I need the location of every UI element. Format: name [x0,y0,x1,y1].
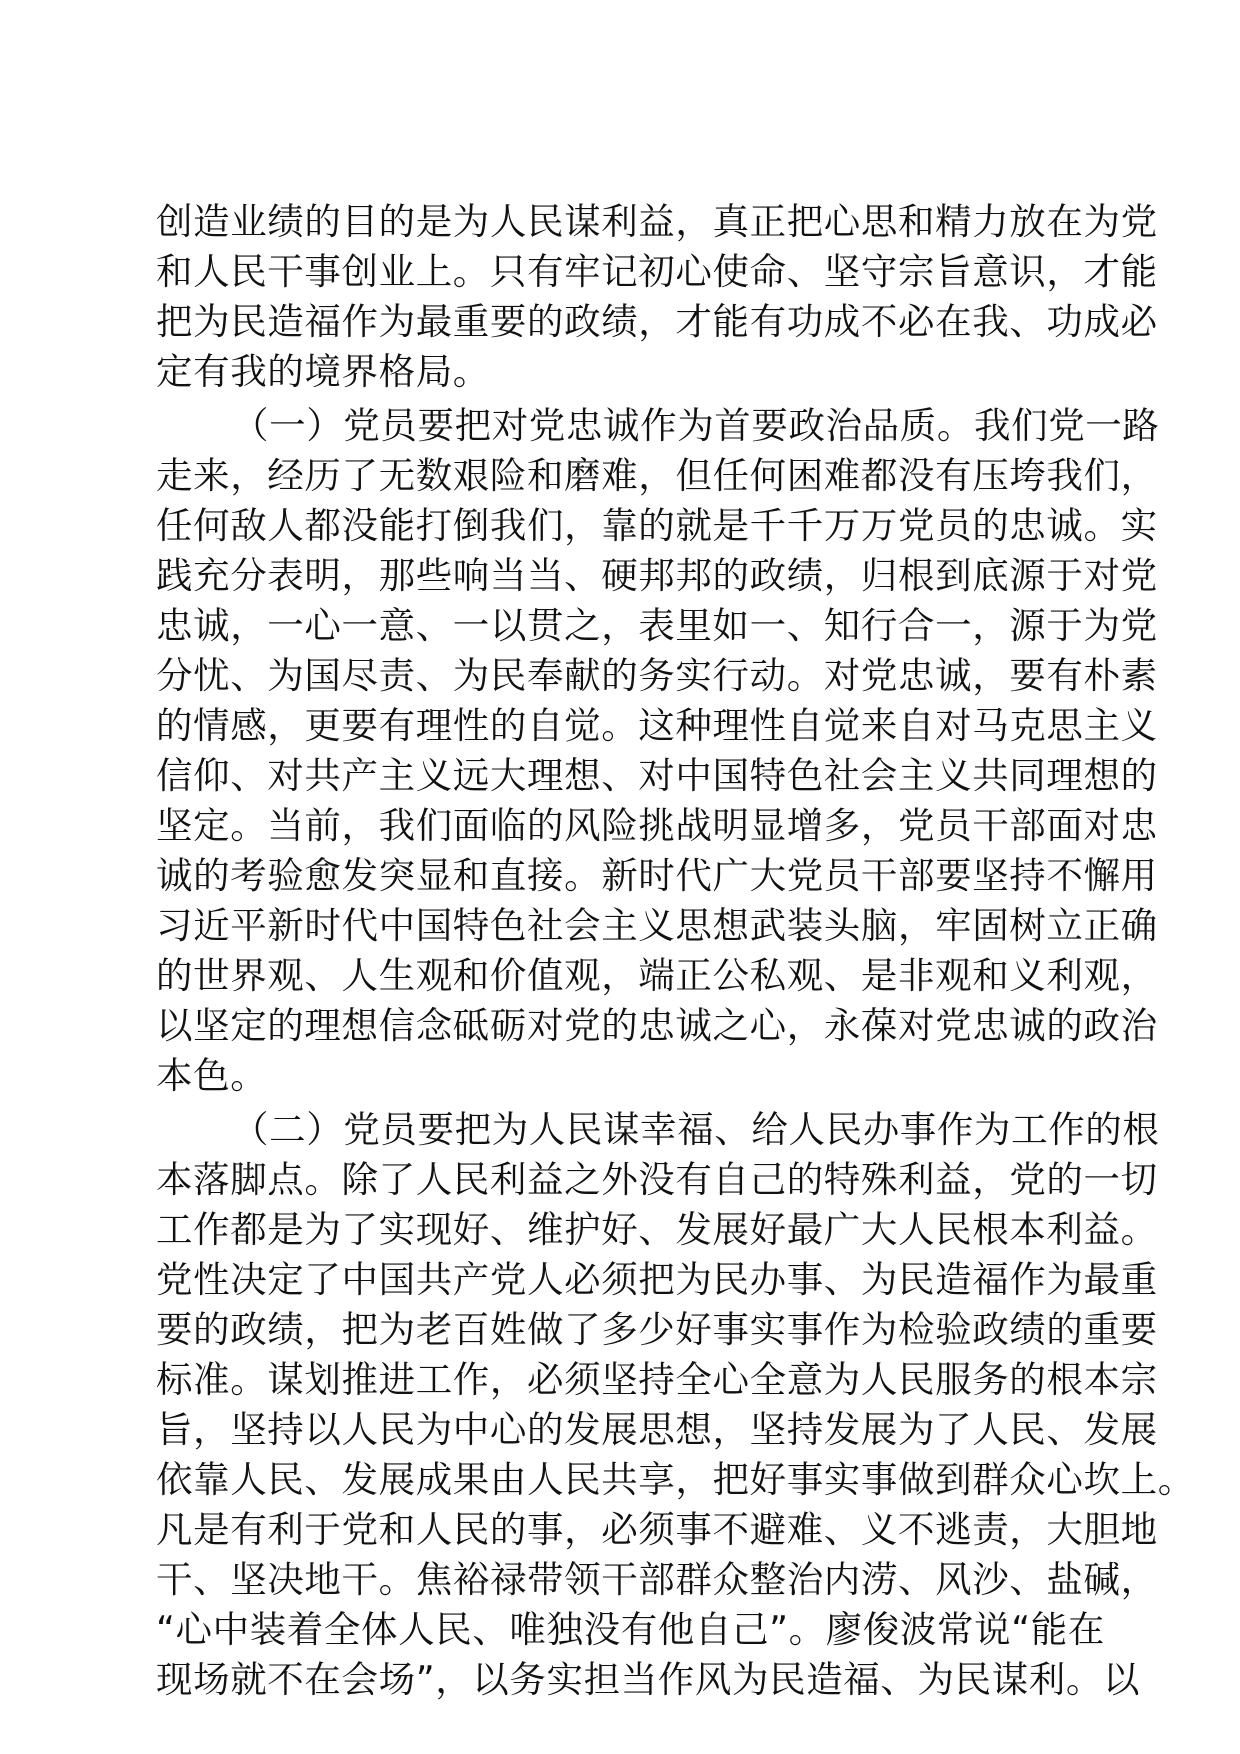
text-line: 忠诚，一心一意、一以贯之，表里如一、知行合一，源于为党 [156,604,1158,647]
text-line: 的情感，更要有理性的自觉。这种理性自觉来自对马克思主义 [156,704,1158,747]
text-line: （二）党员要把为人民谋幸福、给人民办事作为工作的根 [232,1108,1160,1151]
text-line: 凡是有利于党和人民的事，必须事不避难、义不逃责，大胆地 [156,1508,1158,1551]
text-line: 干、坚决地干。焦裕禄带领干部群众整治内涝、风沙、盐碱， [156,1558,1158,1601]
text-line: 创造业绩的目的是为人民谋利益，真正把心思和精力放在为党 [156,200,1158,243]
text-line: 把为民造福作为最重要的政绩，才能有功成不必在我、功成必 [156,300,1158,343]
text-line: 本落脚点。除了人民利益之外没有自己的特殊利益，党的一切 [156,1158,1158,1201]
paragraph-people-wellbeing [156,1105,1195,1705]
text-line: 习近平新时代中国特色社会主义思想武装头脑，牢固树立正确 [156,904,1158,947]
text-line: 依靠人民、发展成果由人民共享，把好事实事做到群众心坎上。 [156,1458,1195,1501]
text-line: 和人民干事创业上。只有牢记初心使命、坚守宗旨意识，才能 [156,250,1158,293]
text-line: 标准。谋划推进工作，必须坚持全心全意为人民服务的根本宗 [156,1358,1158,1401]
text-line: 定有我的境界格局。 [156,350,490,393]
text-line: （一）党员要把对党忠诚作为首要政治品质。我们党一路 [232,404,1160,447]
text-line: 要的政绩，把为老百姓做了多少好事实事作为检验政绩的重要 [156,1308,1158,1351]
text-line: 本色。 [156,1054,268,1097]
text-line: 走来，经历了无数艰险和磨难，但任何困难都没有压垮我们， [156,454,1158,497]
text-line: 旨，坚持以人民为中心的发展思想，坚持发展为了人民、发展 [156,1408,1158,1451]
text-line: 诚的考验愈发突显和直接。新时代广大党员干部要坚持不懈用 [156,854,1158,897]
text-line: 以坚定的理想信念砥砺对党的忠诚之心，永葆对党忠诚的政治 [156,1004,1158,1047]
text-line: “心中装着全体人民、唯独没有他自己”。廖俊波常说“能在 [156,1608,1105,1651]
text-line: 现场就不在会场”，以务实担当作风为民造福、为民谋利。以 [156,1658,1141,1701]
paragraph-loyalty [156,401,1160,1101]
text-line: 坚定。当前，我们面临的风险挑战明显增多，党员干部面对忠 [156,804,1158,847]
text-line: 分忧、为国尽责、为民奉献的务实行动。对党忠诚，要有朴素 [156,654,1158,697]
text-line: 工作都是为了实现好、维护好、发展好最广大人民根本利益。 [156,1208,1158,1251]
text-line: 的世界观、人生观和价值观，端正公私观、是非观和义利观， [156,954,1158,997]
paragraph-continued [156,197,1158,397]
text-line: 践充分表明，那些响当当、硬邦邦的政绩，归根到底源于对党 [156,554,1158,597]
text-line: 信仰、对共产主义远大理想、对中国特色社会主义共同理想的 [156,754,1158,797]
text-line: 党性决定了中国共产党人必须把为民办事、为民造福作为最重 [156,1258,1158,1301]
body-text [156,197,1195,1709]
text-line: 任何敌人都没能打倒我们，靠的就是千千万万党员的忠诚。实 [156,504,1158,547]
